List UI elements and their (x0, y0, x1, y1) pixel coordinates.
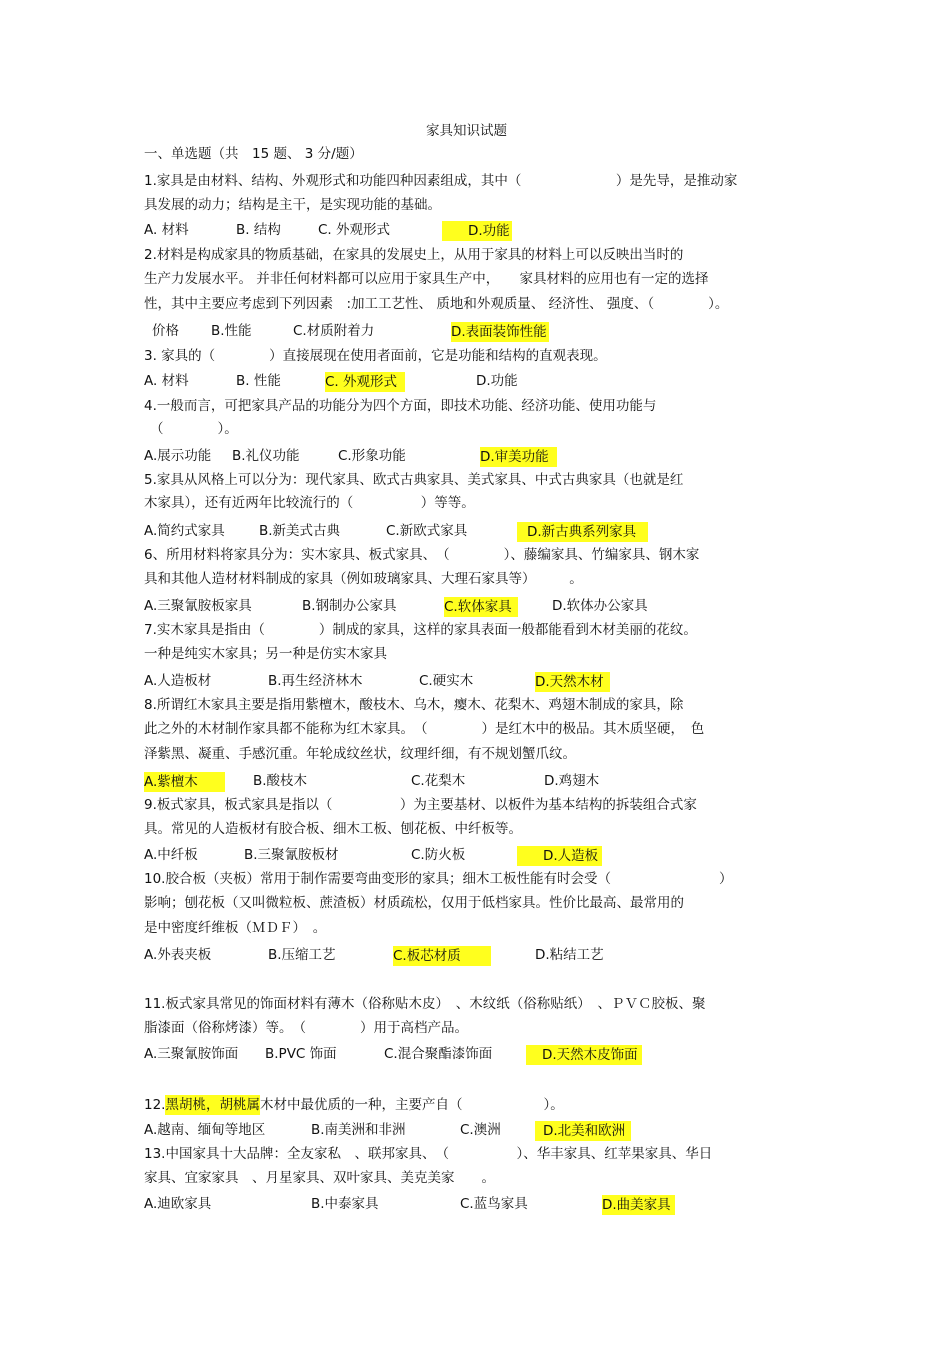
q4-option-b: B.礼仪功能 (232, 448, 300, 464)
answer-highlight: C. 外观形式 (325, 372, 405, 392)
q1-line-2: 具发展的动力；结构是主干，是实现功能的基础。 (144, 197, 441, 213)
answer-highlight: C.板芯材质 (393, 946, 491, 966)
answer-highlight: D.北美和欧洲 (535, 1121, 631, 1141)
q12-line-1 (144, 1095, 564, 1115)
q9-option-a: A.中纤板 (144, 847, 198, 863)
q2-line-2: 生产力发展水平。 并非任何材料都可以应用于家具生产中， 家具材料的应用也有一定的选择 (144, 271, 709, 287)
q3-option-c (325, 372, 405, 392)
q13-line-2: 家具、宜家家具 、月星家具、双叶家具、美克美家 。 (144, 1170, 495, 1186)
q5-line-1: 5.家具从风格上可以分为：现代家具、欧式古典家具、美式家具、中式古典家具（也就是红 (144, 472, 684, 488)
q13-option-a: A.迪欧家具 (144, 1196, 212, 1212)
q7-line-2: 一种是纯实木家具；另一种是仿实木家具 (144, 646, 387, 662)
q4-option-d (480, 447, 557, 467)
q1-option-d (442, 221, 512, 241)
q4-line-2: （ ）。 (150, 421, 238, 437)
q3-line-1: 3. 家具的（ ）直接展现在使用者面前，它是功能和结构的直观表现。 (144, 348, 607, 364)
q9-option-b: B.三聚氰胺板材 (244, 847, 339, 863)
q2-option-c: C.材质附着力 (293, 323, 375, 339)
q10-option-c (393, 946, 491, 966)
q12-option-d (535, 1121, 631, 1141)
q10-line-3: 是中密度纤维板（ＭＤＦ） 。 (144, 920, 327, 936)
q2-line-3: 性，其中主要应考虑到下列因素 :加工工艺性、 质地和外观质量、 经济性、 强度、（ ）。 (144, 296, 729, 312)
q6-option-a: A.三聚氰胺板家具 (144, 598, 252, 614)
q12-number: 12. (144, 1097, 166, 1113)
q7-option-d (535, 672, 610, 692)
q8-line-1: 8.所谓红木家具主要是指用紫檀木，酸枝木、乌木，瘿木、花梨木、鸡翅木制成的家具，除 (144, 697, 684, 713)
q10-option-d: D.粘结工艺 (535, 947, 604, 963)
answer-highlight: A.紫檀木 (144, 772, 225, 792)
answer-highlight: D.审美功能 (480, 447, 557, 467)
answer-highlight: 黑胡桃，胡桃属 (165, 1097, 260, 1113)
q7-option-a: A.人造板材 (144, 673, 212, 689)
q4-option-a: A.展示功能 (144, 448, 212, 464)
q4-option-c: C.形象功能 (338, 448, 406, 464)
answer-highlight: D.新古典系列家具 (517, 522, 648, 542)
q3-option-b: B. 性能 (236, 373, 281, 389)
page-title: 家具知识试题 (426, 123, 507, 139)
q9-option-c: C.防火板 (411, 847, 466, 863)
q2-option-d (451, 322, 549, 342)
q1-option-a: A. 材料 (144, 222, 189, 238)
q2-option-a: 价格 (152, 323, 179, 339)
q11-option-b: B.PVC 饰面 (265, 1046, 337, 1062)
q5-option-a: A.简约式家具 (144, 523, 225, 539)
q13-line-1: 13.中国家具十大品牌：全友家私 、联邦家具、 （ ）、华丰家具、红苹果家具、华日 (144, 1146, 713, 1162)
q10-option-b: B.压缩工艺 (268, 947, 336, 963)
answer-highlight: D.人造板 (517, 846, 602, 866)
q12-option-a: A.越南、缅甸等地区 (144, 1122, 266, 1138)
q9-line-1: 9.板式家具，板式家具是指以（ ）为主要基材、以板件为基本结构的拆装组合式家 (144, 797, 697, 813)
q11-line-2: 脂漆面（俗称烤漆）等。 （ ）用于高档产品。 (144, 1020, 468, 1036)
q10-line-2: 影响；刨花板（又叫微粒板、蔗渣板）材质疏松，仅用于低档家具。性价比最高、最常用的 (144, 895, 684, 911)
answer-highlight: D.天然木材 (535, 672, 610, 692)
q13-option-d (602, 1195, 675, 1215)
q7-option-b: B.再生经济林木 (268, 673, 363, 689)
q1-option-b: B. 结构 (236, 222, 281, 238)
q8-line-2: 此之外的木材制作家具都不能称为红木家具。 （ ）是红木中的极品。其木质坚硬， 色 (144, 721, 705, 737)
section-heading: 一、单选题（共 15 题、 3 分/题） (144, 146, 363, 162)
q12-text: 木材中最优质的一种，主要产自（ ）。 (259, 1097, 564, 1113)
q11-option-c: C.混合聚酯漆饰面 (384, 1046, 493, 1062)
answer-highlight: C.软体家具 (444, 597, 518, 617)
q3-option-a: A. 材料 (144, 373, 189, 389)
q6-option-b: B.钢制办公家具 (302, 598, 397, 614)
q12-option-b: B.南美洲和非洲 (311, 1122, 406, 1138)
q8-option-a (144, 772, 225, 792)
q13-option-b: B.中泰家具 (311, 1196, 379, 1212)
q7-option-c: C.硬实木 (419, 673, 474, 689)
q8-line-3: 泽紫黑、凝重、手感沉重。年轮成纹丝状，纹理纤细，有不规划蟹爪纹。 (144, 746, 576, 762)
answer-highlight: D.表面装饰性能 (451, 324, 547, 340)
q2-line-1: 2.材料是构成家具的物质基础，在家具的发展史上，从用于家具的材料上可以反映出当时的 (144, 247, 684, 263)
q3-option-d: D.功能 (476, 373, 518, 389)
q6-option-c (444, 597, 518, 617)
q10-line-1: 10.胶合板（夹板）常用于制作需要弯曲变形的家具；细木工板性能有时会受（ ） (144, 871, 733, 887)
q5-option-c: C.新欧式家具 (386, 523, 468, 539)
q11-line-1: 11.板式家具常见的饰面材料有薄木（俗称贴木皮） 、木纹纸（俗称贴纸） 、ＰＶＣ胶板、聚 (144, 996, 706, 1012)
q5-option-d (517, 522, 648, 542)
q11-option-d (526, 1045, 642, 1065)
q10-option-a: A.外表夹板 (144, 947, 212, 963)
q9-line-2: 具。常见的人造板材有胶合板、细木工板、刨花板、中纤板等。 (144, 821, 522, 837)
q11-option-a: A.三聚氰胺饰面 (144, 1046, 239, 1062)
q8-option-d: D.鸡翅木 (544, 773, 600, 789)
q6-option-d: D.软体办公家具 (552, 598, 648, 614)
q7-line-1: 7.实木家具是指由（ ）制成的家具，这样的家具表面一般都能看到木材美丽的花纹。 (144, 622, 697, 638)
answer-highlight: D.天然木皮饰面 (526, 1045, 642, 1065)
q9-option-d (517, 846, 602, 866)
answer-highlight: D.功能 (442, 221, 512, 241)
q5-line-2: 木家具），还有近两年比较流行的（ ）等等。 (144, 495, 475, 511)
q2-option-b: B.性能 (211, 323, 252, 339)
q8-option-c: C.花梨木 (411, 773, 466, 789)
q6-line-2: 具和其他人造材材料制成的家具（例如玻璃家具、大理石家具等） 。 (144, 571, 583, 587)
q4-line-1: 4.一般而言，可把家具产品的功能分为四个方面，即技术功能、经济功能、使用功能与 (144, 398, 657, 414)
q13-option-c: C.蓝鸟家具 (460, 1196, 528, 1212)
q5-option-b: B.新美式古典 (259, 523, 341, 539)
q1-option-c: C. 外观形式 (318, 222, 391, 238)
q1-line-1: 1.家具是由材料、结构、外观形式和功能四种因素组成，其中（ ）是先导，是推动家 (144, 173, 738, 189)
q12-option-c: C.澳洲 (460, 1122, 501, 1138)
q8-option-b: B.酸枝木 (253, 773, 308, 789)
answer-highlight: D.曲美家具 (602, 1195, 675, 1215)
q6-line-1: 6、所用材料将家具分为：实木家具、板式家具、 （ ）、藤编家具、竹编家具、钢木家 (144, 547, 700, 563)
